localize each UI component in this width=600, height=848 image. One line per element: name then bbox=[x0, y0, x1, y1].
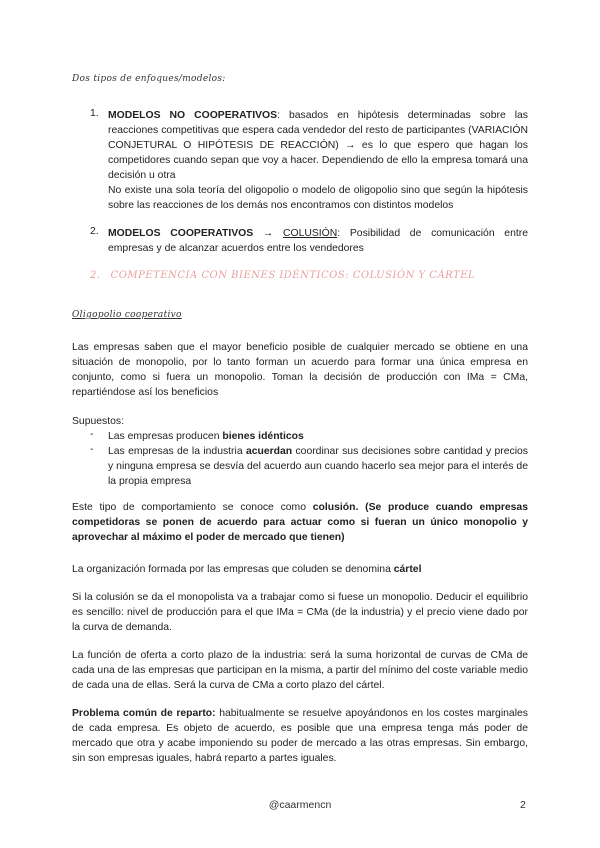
section-heading bbox=[90, 270, 475, 281]
paragraph-6 bbox=[72, 706, 528, 766]
paragraph-4: Si la colusión se da el monopolista va a trabajar como si fuese un monopolio. Deducir el equilibrio es sencillo: nivel de producción para el que IMa = CMa (de la industria) y el precio viene dado por la curva de demanda. bbox=[72, 592, 528, 633]
item-1-number: 1. bbox=[90, 108, 99, 119]
bullet-2-dash: - bbox=[90, 444, 94, 455]
page-number: 2 bbox=[520, 799, 526, 811]
paragraph-2 bbox=[72, 500, 528, 545]
bullet-2-post: coordinar sus decisiones sobre cantidad y precios y ninguna empresa se desvía del acuerdo aun cuando hacerlo sea mejor para el interés de la propia empresa bbox=[108, 446, 528, 487]
item-2-body: : Posibilidad de comunicación entre empresas y de alcanzar acuerdos entre los vendedores bbox=[108, 228, 528, 254]
bullet-1-pre: Las empresas producen bbox=[108, 431, 223, 442]
item-1-body: : basados en hipótesis determinadas sobre las reacciones competitivas que espera cada vendedor del resto de participantes (VARIACIÓN CONJETURAL O HIPÓTESIS DE REACCIÓN) → es lo que espero que hagan los competidores cuando sepan que voy a hacer. Dependiendo de ello la empresa tomará una decisión u otra bbox=[108, 110, 528, 181]
bullet-1-bold: bienes idénticos bbox=[222, 431, 304, 442]
item-1-title: MODELOS NO COOPERATIVOS bbox=[108, 110, 278, 121]
item-2-text bbox=[108, 226, 528, 256]
bullet-2-bold: acuerdan bbox=[245, 446, 293, 457]
item-2-underlined: COLUSIÓN bbox=[282, 228, 338, 239]
intro-heading: Dos tipos de enfoques/modelos: bbox=[72, 74, 226, 84]
supuestos-label: Supuestos: bbox=[72, 416, 124, 427]
section-title: COMPETENCIA CON BIENES IDÉNTICOS: COLUSIÓN Y CÁRTEL bbox=[110, 270, 476, 281]
item-2-number: 2. bbox=[90, 226, 99, 237]
subheading: Oligopolio cooperativo bbox=[72, 310, 182, 320]
paragraph-2-pre: Este tipo de comportamiento se conoce como bbox=[72, 502, 313, 513]
paragraph-2-bold: colusión. (Se produce cuando empresas competidoras se ponen de acuerdo para actuar como si fueran un único monopolio y aprovechar al máximo el poder de mercado que tienen) bbox=[72, 502, 528, 543]
paragraph-6-bold: Problema común de reparto: bbox=[72, 708, 216, 719]
bullet-2-pre: Las empresas de la industria bbox=[108, 446, 246, 457]
paragraph-3-pre: La organización formada por las empresas que coluden se denomina bbox=[72, 564, 394, 575]
item-2-title: MODELOS COOPERATIVOS bbox=[108, 228, 254, 239]
bullet-2 bbox=[108, 444, 528, 489]
section-number: 2. bbox=[90, 270, 101, 281]
item-1-body2: No existe una sola teoría del oligopolio o modelo de oligopolio sino que según la hipótesis sobre las reacciones de los demás nos encontramos con distintos modelos bbox=[108, 185, 528, 211]
bullet-1 bbox=[108, 429, 528, 444]
paragraph-6-body: habitualmente se resuelve apoyándonos en los costes marginales de cada empresa. Es objeto de acuerdo, es posible que una empresa tenga más poder de mercado que otra y acabe imponiendo su poder de mercado a las otras empresas. Sin embargo, sin son empresas iguales, habrá reparto a partes iguales. bbox=[72, 708, 528, 764]
paragraph-3-bold: cártel bbox=[393, 564, 422, 575]
paragraph-3 bbox=[72, 562, 528, 577]
paragraph-5: La función de oferta a corto plazo de la industria: será la suma horizontal de curvas de CMa de cada una de las empresas que participan en la misma, a partir del mínimo del coste variable medio de cada una de ellas. Será la curva de CMa a corto plazo del cártel. bbox=[72, 650, 528, 691]
paragraph-1: Las empresas saben que el mayor beneficio posible de cualquier mercado se obtiene en una situación de monopolio, por lo tanto forman un acuerdo para formar una única empresa en conjunto, como si fuera un monopolio. Toman la decisión de producción con IMa = CMa, repartiéndose así los beneficios bbox=[72, 342, 528, 398]
item-1-text bbox=[108, 108, 528, 213]
bullet-1-dash: - bbox=[90, 429, 94, 440]
footer-handle: @caarmencn bbox=[268, 799, 332, 811]
arrow: → bbox=[253, 228, 283, 239]
